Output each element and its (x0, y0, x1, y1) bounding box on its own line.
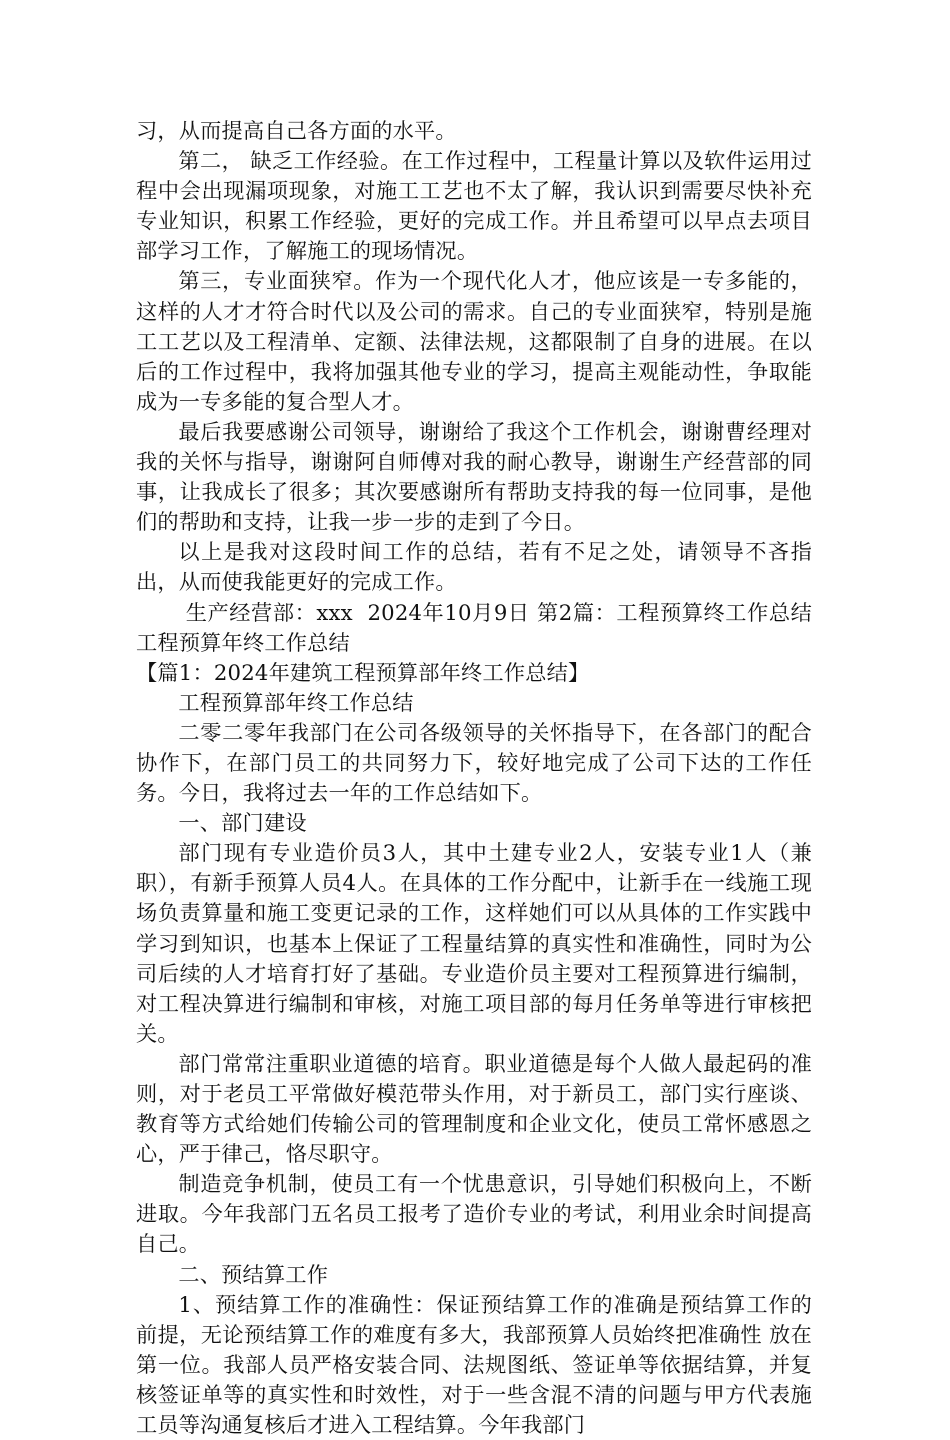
paragraph-third-point: 第三，专业面狭窄。作为一个现代化人才，他应该是一专多能的，这样的人才才符合时代以及公司的需求。自己的专业面狭窄，特别是施工工艺以及工程清单、定额、法律法规，这都限制了自身的进展。在以后的工作过程中，我将加强其他专业的学习，提高主观能动性，争取能成为一专多能的复合型人才。 (136, 268, 812, 414)
paragraph-second-point: 第二， 缺乏工作经验。在工作过程中，工程量计算以及软件运用过程中会出现漏项现象，对施工工艺也不太了解，我认识到需要尽快补充专业知识，积累工作经验，更好的完成工作。并且希望可以早点去项目部学习工作，了解施工的现场情况。 (136, 148, 812, 264)
paragraph-conclusion: 以上是我对这段时间工作的总结，若有不足之处，请领导不吝指出，从而使我能更好的完成工作。 (136, 539, 812, 595)
document-body (136, 116, 812, 1440)
heading-budget-settlement: 二、预结算工作 (178, 1261, 329, 1287)
paragraph-competition: 制造竞争机制，使员工有一个忧患意识，引导她们积极向上，不断进取。今年我部门五名员工报考了造价专业的考试，利用业余时间提高自己。 (136, 1171, 812, 1257)
section-heading: 【篇1：2024年建筑工程预算部年终工作总结】 (136, 659, 590, 685)
paragraph-ethics: 部门常常注重职业道德的培育。职业道德是每个人做人最起码的准则，对于老员工平常做好模范带头作用，对于新员工，部门实行座谈、教育等方式给她们传输公司的管理制度和企业文化，使员工常怀感恩之心，严于律己，恪尽职守。 (136, 1050, 812, 1167)
paragraph-accuracy: 1、预结算工作的准确性：保证预结算工作的准确是预结算工作的前提，无论预结算工作的难度有多大，我部预算人员始终把准确性 放在第一位。我部人员严格安装合同、法规图纸、签证单等依据结算，并复核签证单等的真实性和时效性，对于一些含混不清的问题与甲方代表施工员等沟通复核后才进入工程结算。今年我部门 (136, 1291, 812, 1438)
paragraph-thanks: 最后我要感谢公司领导，谢谢给了我这个工作机会，谢谢曹经理对我的关怀与指导，谢谢阿自师傅对我的耐心教导，谢谢生产经营部的同事，让我成长了很多；其次要感谢所有帮助支持我的每一位同事，是他们的帮助和支持，让我一步一步的走到了今日。 (136, 418, 812, 535)
paragraph-staffing: 部门现有专业造价员3人，其中土建专业2人，安装专业1人（兼职），有新手预算人员4人。在具体的工作分配中，让新手在一线施工现场负责算量和施工变更记录的工作，这样她们可以从具体的工作实践中学习到知识，也基本上保证了工程量结算的真实性和准确性，同时为公司后续的人才培育打好了基础。专业造价员主要对工程预算进行编制，对工程决算进行编制和审核，对施工项目部的每月任务单等进行审核把关。 (136, 840, 812, 1046)
document-subtitle: 工程预算部年终工作总结 (178, 689, 414, 715)
paragraph-intro: 二零二零年我部门在公司各级领导的关怀指导下，在各部门的配合协作下，在部门员工的共同努力下，较好地完成了公司下达的工作任务。今日，我将过去一年的工作总结如下。 (136, 719, 812, 806)
heading-department-building: 一、部门建设 (178, 810, 307, 836)
paragraph-continuation: 习，从而提高自己各方面的水平。 (136, 118, 457, 143)
paragraph-signature: 生产经营部：xxx 2024年10月9日 第2篇：工程预算终工作总结工程预算年终工作总结 (136, 599, 812, 655)
